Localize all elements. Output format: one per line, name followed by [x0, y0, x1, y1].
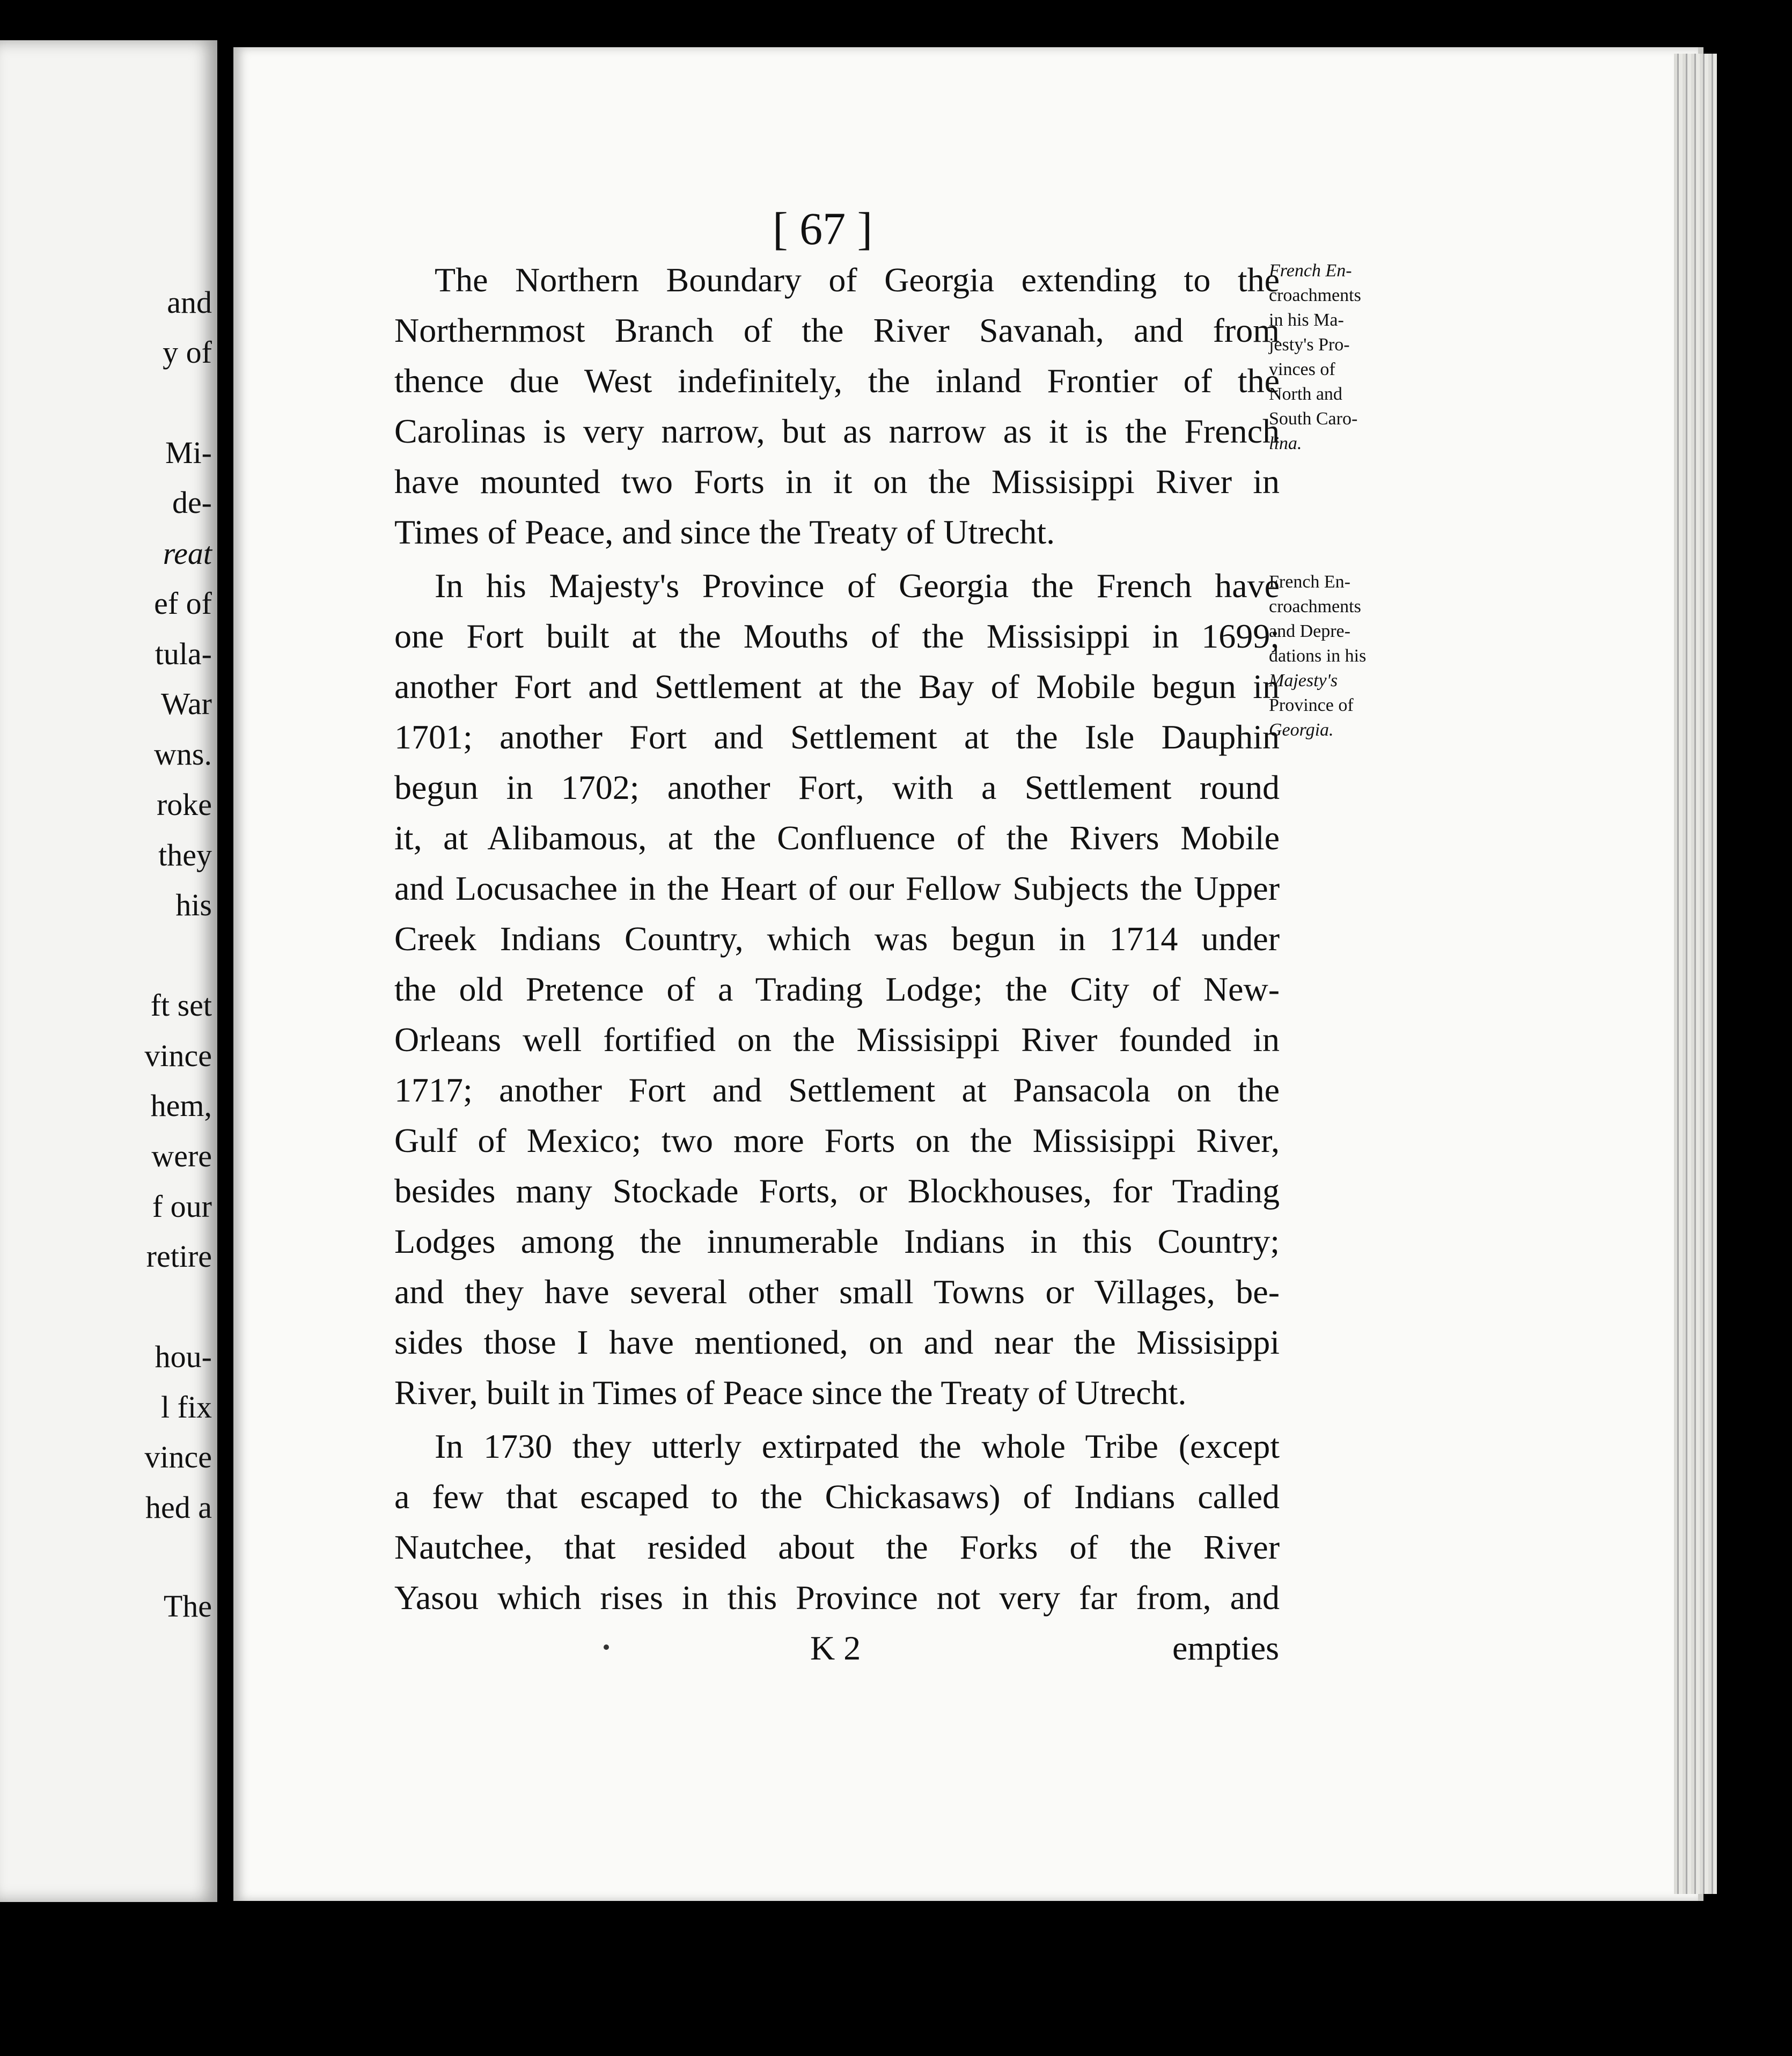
- left-fragment: ef of: [154, 586, 212, 621]
- text-line: Yasou which rises in this Province not very far from, and: [394, 1578, 1280, 1617]
- margin-note-line: croachments: [1269, 597, 1361, 616]
- page-number: [ 67 ]: [773, 203, 873, 254]
- margin-note-line: lina.: [1269, 434, 1302, 453]
- margin-note-line: Province of: [1269, 695, 1354, 715]
- text-line: The Northern Boundary of Georgia extending to the: [435, 261, 1280, 299]
- left-fragment: tula-: [155, 636, 212, 671]
- margin-note-line: French En-: [1269, 572, 1351, 592]
- margin-note-line: and Depre-: [1269, 621, 1350, 641]
- text-line: Nautchee, that resided about the Forks of the River: [394, 1528, 1280, 1566]
- text-line: another Fort and Settlement at the Bay of Mobile begun in: [394, 667, 1280, 706]
- left-fragment: and: [167, 285, 212, 320]
- left-fragment: were: [151, 1139, 212, 1173]
- book-gutter: [217, 0, 232, 2056]
- left-fragment: retire: [146, 1239, 212, 1274]
- text-line: have mounted two Forts in it on the Missisippi River in: [394, 462, 1280, 501]
- text-line: Northernmost Branch of the River Savanah, and from: [394, 311, 1280, 349]
- text-line: and Locusachee in the Heart of our Fellow Subjects the Upper: [394, 869, 1280, 907]
- text-line: Lodges among the innumerable Indians in this Country;: [394, 1222, 1280, 1260]
- signature-mark: K 2: [810, 1629, 861, 1667]
- left-fragment: hou-: [155, 1339, 212, 1374]
- text-line: Orleans well fortified on the Missisippi River founded in: [394, 1020, 1280, 1059]
- left-fragment: War: [160, 686, 212, 721]
- text-line: In his Majesty's Province of Georgia the French have: [435, 567, 1280, 605]
- margin-note-line: vinces of: [1269, 359, 1335, 379]
- text-line: Times of Peace, and since the Treaty of Utrecht.: [394, 513, 1055, 551]
- text-line: and they have several other small Towns or Villages, be-: [394, 1273, 1280, 1311]
- left-fragment: y of: [163, 335, 212, 370]
- left-fragment: l fix: [160, 1390, 212, 1424]
- margin-note-line: dations in his: [1269, 646, 1367, 666]
- text-line: one Fort built at the Mouths of the Missisippi in 1699;: [394, 617, 1280, 655]
- left-fragment: The: [163, 1589, 212, 1624]
- margin-note-line: jesty's Pro-: [1269, 335, 1350, 355]
- margin-note-line: Georgia.: [1269, 720, 1334, 740]
- text-line: sides those I have mentioned, on and near the Missisippi: [394, 1323, 1280, 1361]
- left-fragment: vince: [144, 1440, 212, 1474]
- margin-note-line: croachments: [1269, 285, 1361, 305]
- printer-dot: [604, 1644, 609, 1650]
- left-fragment: Mi-: [165, 435, 212, 470]
- text-line: In 1730 they utterly extirpated the whole Tribe (except: [435, 1427, 1280, 1465]
- text-line: Creek Indians Country, which was begun in 1714 under: [394, 920, 1280, 958]
- margin-note-line: French En-: [1269, 261, 1352, 281]
- text-line: begun in 1702; another Fort, with a Settlement round: [394, 768, 1280, 806]
- left-fragment: vince: [144, 1038, 212, 1073]
- left-fragment: wns.: [154, 737, 212, 772]
- text-line: 1717; another Fort and Settlement at Pansacola on the: [394, 1071, 1280, 1109]
- text-line: thence due West indefinitely, the inland Frontier of the: [394, 362, 1280, 400]
- margin-note-line: in his Ma-: [1269, 310, 1344, 330]
- left-fragment: his: [175, 887, 212, 922]
- left-fragment: hed a: [145, 1490, 212, 1525]
- left-fragment: de-: [172, 485, 212, 520]
- left-fragment: they: [158, 838, 212, 872]
- left-fragment: roke: [156, 787, 212, 822]
- left-fragment: hem,: [150, 1088, 212, 1123]
- margin-note-line: South Caro-: [1269, 409, 1358, 429]
- text-line: 1701; another Fort and Settlement at the Isle Dauphin: [394, 718, 1280, 756]
- left-fragment: ft set: [150, 988, 212, 1023]
- catchword: empties: [1172, 1629, 1280, 1667]
- text-line: a few that escaped to the Chickasaws) of Indians called: [394, 1478, 1280, 1516]
- margin-note-line: North and: [1269, 384, 1342, 404]
- left-fragment: reat: [163, 536, 212, 571]
- text-line: the old Pretence of a Trading Lodge; the City of New-: [394, 970, 1280, 1008]
- text-line: it, at Alibamous, at the Confluence of the Rivers Mobile: [394, 819, 1280, 857]
- left-page: [0, 40, 217, 1902]
- text-line: River, built in Times of Peace since the Treaty of Utrecht.: [394, 1374, 1187, 1412]
- page-edge: [1674, 54, 1717, 1894]
- text-line: Gulf of Mexico; two more Forts on the Missisippi River,: [394, 1121, 1280, 1159]
- text-line: besides many Stockade Forts, or Blockhouses, for Trading: [394, 1172, 1280, 1210]
- text-line: Carolinas is very narrow, but as narrow as it is the French: [394, 412, 1280, 450]
- margin-note-line: Majesty's: [1269, 671, 1338, 691]
- left-fragment: f our: [152, 1189, 212, 1224]
